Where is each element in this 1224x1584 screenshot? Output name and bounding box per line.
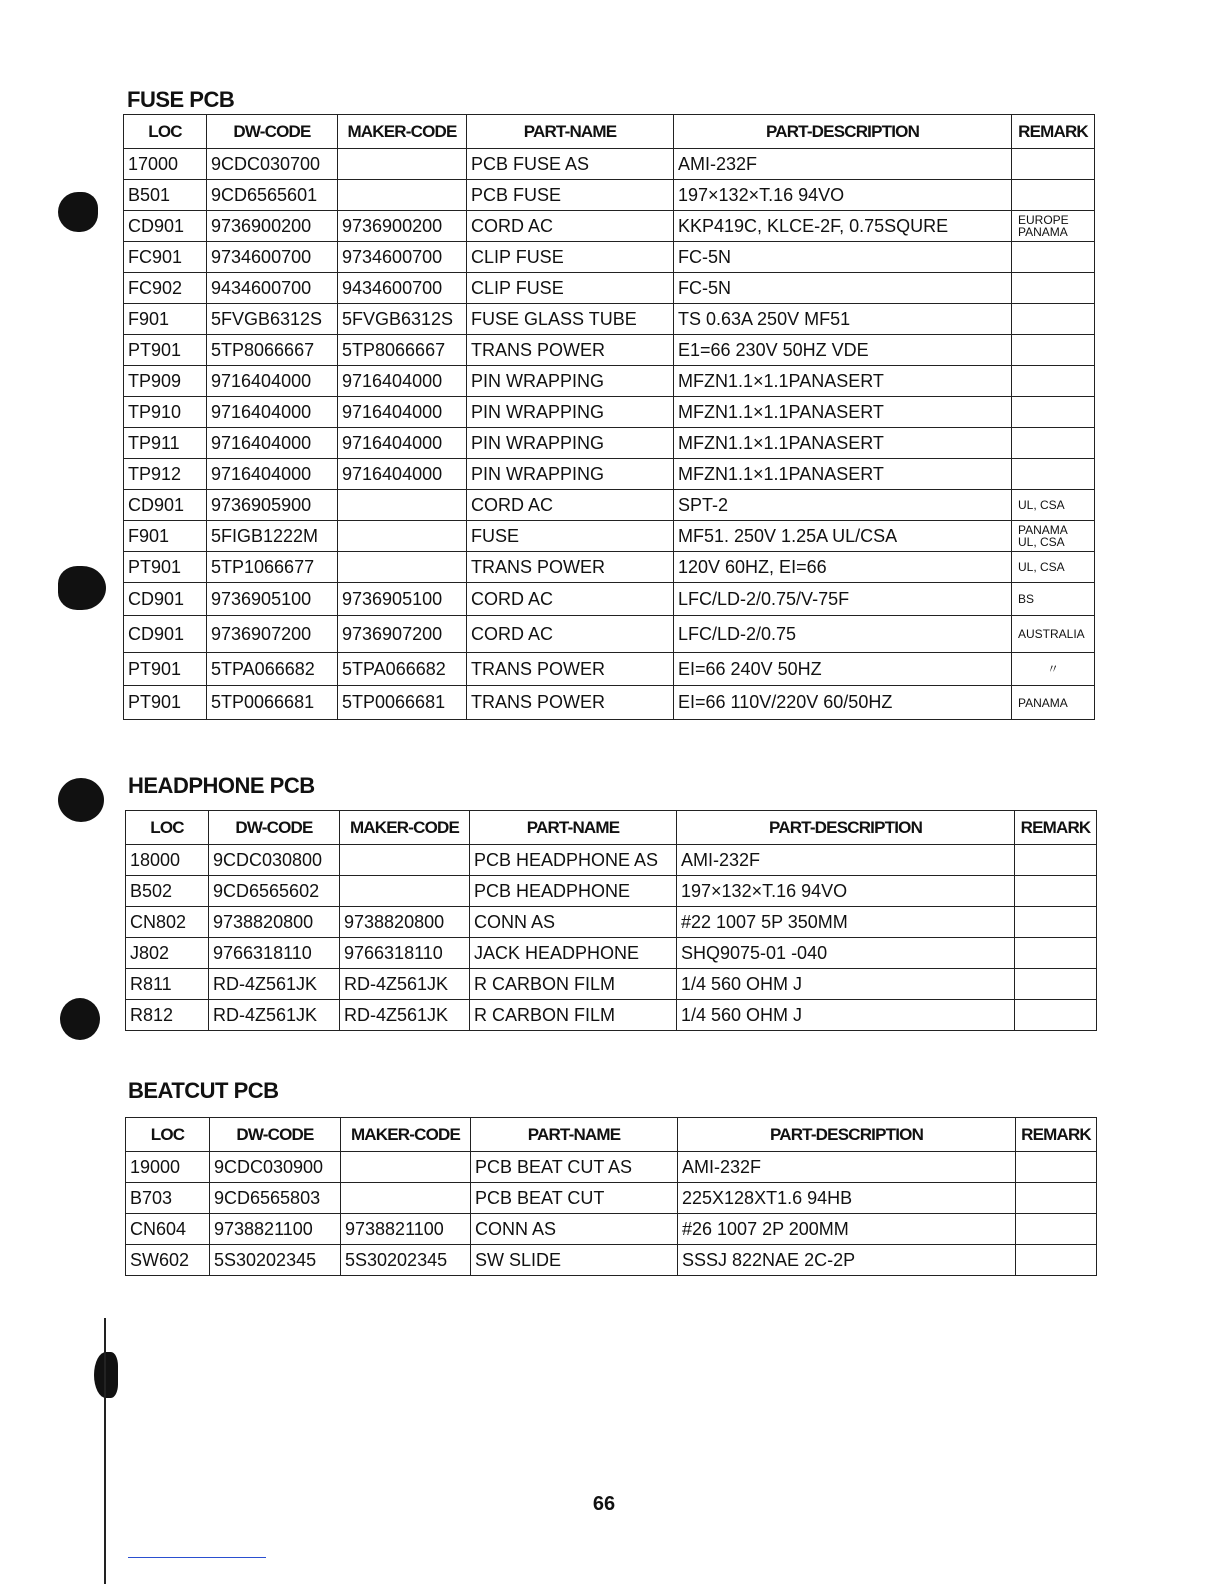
cell-remark: [1012, 149, 1095, 180]
table-row: [126, 969, 1097, 1000]
cell-remark: UL, CSA: [1012, 490, 1095, 521]
cell-part-name: PCB BEAT CUT: [471, 1183, 678, 1214]
cell-dw-code: 5S30202345: [210, 1245, 341, 1276]
cell-dw-code: 9CD6565601: [207, 180, 338, 211]
table-row: [126, 938, 1097, 969]
cell-part-description: TS 0.63A 250V MF51: [674, 304, 1012, 335]
cell-part-description: #26 1007 2P 200MM: [678, 1214, 1016, 1245]
punch-hole-mark: [58, 778, 104, 822]
cell-loc: CN802: [126, 907, 209, 938]
cell-maker-code: 9736907200: [338, 616, 467, 653]
cell-remark: [1016, 1245, 1097, 1276]
cell-maker-code: RD-4Z561JK: [340, 969, 470, 1000]
cell-part-name: PCB BEAT CUT AS: [471, 1152, 678, 1183]
cell-loc: FC902: [124, 273, 207, 304]
cell-remark: PANAMA UL, CSA: [1012, 521, 1095, 552]
cell-dw-code: 9CD6565602: [209, 876, 340, 907]
cell-dw-code: 9736900200: [207, 211, 338, 242]
cell-part-name: CORD AC: [467, 490, 674, 521]
cell-loc: 18000: [126, 845, 209, 876]
column-header-part-description: PART-DESCRIPTION: [674, 115, 1012, 149]
cell-maker-code: 5TP0066681: [338, 686, 467, 720]
table-row: [124, 273, 1095, 304]
cell-part-name: PIN WRAPPING: [467, 397, 674, 428]
cell-part-name: CORD AC: [467, 211, 674, 242]
cell-part-name: R CARBON FILM: [470, 969, 677, 1000]
headphone-pcb-table: [125, 810, 1097, 1031]
cell-dw-code: 9738821100: [210, 1214, 341, 1245]
cell-maker-code: 9736905100: [338, 583, 467, 616]
cell-remark: AUSTRALIA: [1012, 616, 1095, 653]
cell-remark: [1015, 845, 1097, 876]
cell-maker-code: 5TPA066682: [338, 653, 467, 686]
cell-dw-code: 5TP0066681: [207, 686, 338, 720]
cell-maker-code: 9716404000: [338, 397, 467, 428]
cell-maker-code: [340, 876, 470, 907]
cell-dw-code: 9CD6565803: [210, 1183, 341, 1214]
table-row: [126, 1000, 1097, 1031]
cell-part-name: PIN WRAPPING: [467, 428, 674, 459]
cell-part-name: FUSE GLASS TUBE: [467, 304, 674, 335]
table-row: [124, 583, 1095, 616]
cell-part-name: CONN AS: [471, 1214, 678, 1245]
cell-part-name: TRANS POWER: [467, 335, 674, 366]
cell-maker-code: [338, 552, 467, 583]
cell-part-name: FUSE: [467, 521, 674, 552]
binding-line: [104, 1318, 106, 1584]
column-header-part-name: PART-NAME: [471, 1118, 678, 1152]
cell-loc: CD901: [124, 490, 207, 521]
cell-loc: B502: [126, 876, 209, 907]
cell-part-name: PCB FUSE AS: [467, 149, 674, 180]
cell-dw-code: 5FVGB6312S: [207, 304, 338, 335]
cell-loc: PT901: [124, 653, 207, 686]
table-row: [124, 616, 1095, 653]
cell-remark: [1012, 304, 1095, 335]
cell-dw-code: 9716404000: [207, 366, 338, 397]
table-row: [126, 876, 1097, 907]
cell-dw-code: 9736907200: [207, 616, 338, 653]
cell-maker-code: 9716404000: [338, 366, 467, 397]
cell-loc: B703: [126, 1183, 210, 1214]
table-row: [124, 211, 1095, 242]
beatcut-pcb-table: [125, 1117, 1097, 1276]
cell-loc: B501: [124, 180, 207, 211]
table-row: [124, 521, 1095, 552]
cell-loc: FC901: [124, 242, 207, 273]
cell-part-description: 197×132×T.16 94VO: [674, 180, 1012, 211]
cell-part-description: 1/4 560 OHM J: [677, 969, 1015, 1000]
cell-part-name: CORD AC: [467, 616, 674, 653]
cell-dw-code: RD-4Z561JK: [209, 969, 340, 1000]
cell-part-name: TRANS POWER: [467, 653, 674, 686]
cell-part-description: LFC/LD-2/0.75/V-75F: [674, 583, 1012, 616]
cell-part-name: TRANS POWER: [467, 686, 674, 720]
cell-maker-code: 9736900200: [338, 211, 467, 242]
cell-part-description: 197×132×T.16 94VO: [677, 876, 1015, 907]
table-header-row: [126, 1118, 1097, 1152]
cell-part-description: FC-5N: [674, 273, 1012, 304]
column-header-part-description: PART-DESCRIPTION: [678, 1118, 1016, 1152]
table-row: [124, 180, 1095, 211]
cell-remark: [1015, 1000, 1097, 1031]
table-row: [126, 1245, 1097, 1276]
cell-loc: F901: [124, 304, 207, 335]
cell-remark: [1012, 180, 1095, 211]
cell-maker-code: 5FVGB6312S: [338, 304, 467, 335]
cell-remark: 〃: [1012, 653, 1095, 686]
table-row: [124, 552, 1095, 583]
cell-part-description: MFZN1.1×1.1PANASERT: [674, 459, 1012, 490]
cell-part-description: SHQ9075-01 -040: [677, 938, 1015, 969]
table-row: [124, 490, 1095, 521]
cell-maker-code: 5TP8066667: [338, 335, 467, 366]
cell-part-description: LFC/LD-2/0.75: [674, 616, 1012, 653]
table-row: [124, 397, 1095, 428]
cell-loc: F901: [124, 521, 207, 552]
table-row: [126, 1152, 1097, 1183]
table-row: [124, 428, 1095, 459]
cell-part-name: R CARBON FILM: [470, 1000, 677, 1031]
cell-remark: [1015, 969, 1097, 1000]
cell-loc: J802: [126, 938, 209, 969]
cell-remark: [1012, 366, 1095, 397]
cell-dw-code: 9736905100: [207, 583, 338, 616]
cell-part-name: PCB FUSE: [467, 180, 674, 211]
cell-part-description: 225X128XT1.6 94HB: [678, 1183, 1016, 1214]
cell-loc: 17000: [124, 149, 207, 180]
cell-part-description: AMI-232F: [674, 149, 1012, 180]
cell-dw-code: RD-4Z561JK: [209, 1000, 340, 1031]
cell-maker-code: [338, 180, 467, 211]
cell-dw-code: 5FIGB1222M: [207, 521, 338, 552]
cell-dw-code: 9738820800: [209, 907, 340, 938]
cell-loc: CN604: [126, 1214, 210, 1245]
table-header-row: [124, 115, 1095, 149]
column-header-part-name: PART-NAME: [467, 115, 674, 149]
cell-loc: CD901: [124, 211, 207, 242]
cell-part-name: CLIP FUSE: [467, 242, 674, 273]
cell-loc: TP911: [124, 428, 207, 459]
cell-loc: PT901: [124, 335, 207, 366]
cell-dw-code: 9434600700: [207, 273, 338, 304]
page-number: 66: [592, 1493, 616, 1515]
cell-loc: PT901: [124, 686, 207, 720]
cell-part-name: JACK HEADPHONE: [470, 938, 677, 969]
column-header-part-name: PART-NAME: [470, 811, 677, 845]
cell-maker-code: 9738820800: [340, 907, 470, 938]
cell-part-description: FC-5N: [674, 242, 1012, 273]
cell-dw-code: 9716404000: [207, 459, 338, 490]
fuse-pcb-table: [123, 114, 1095, 720]
cell-part-name: PIN WRAPPING: [467, 366, 674, 397]
cell-part-description: SSSJ 822NAE 2C-2P: [678, 1245, 1016, 1276]
cell-maker-code: 9716404000: [338, 428, 467, 459]
table-row: [126, 1214, 1097, 1245]
cell-part-description: 120V 60HZ, EI=66: [674, 552, 1012, 583]
cell-part-description: 1/4 560 OHM J: [677, 1000, 1015, 1031]
cell-remark: [1015, 907, 1097, 938]
cell-part-name: SW SLIDE: [471, 1245, 678, 1276]
column-header-maker-code: MAKER-CODE: [341, 1118, 471, 1152]
cell-remark: [1012, 397, 1095, 428]
cell-maker-code: [338, 521, 467, 552]
column-header-dw-code: DW-CODE: [207, 115, 338, 149]
cell-maker-code: [338, 149, 467, 180]
cell-loc: 19000: [126, 1152, 210, 1183]
cell-dw-code: 9CDC030900: [210, 1152, 341, 1183]
punch-hole-mark: [58, 566, 106, 610]
table-row: [124, 335, 1095, 366]
column-header-remark: REMARK: [1016, 1118, 1097, 1152]
cell-part-description: AMI-232F: [678, 1152, 1016, 1183]
cell-maker-code: [341, 1183, 471, 1214]
cell-loc: TP909: [124, 366, 207, 397]
column-header-part-description: PART-DESCRIPTION: [677, 811, 1015, 845]
cell-maker-code: [340, 845, 470, 876]
cell-remark: BS: [1012, 583, 1095, 616]
cell-part-name: PIN WRAPPING: [467, 459, 674, 490]
table-row: [124, 686, 1095, 720]
table-row: [124, 149, 1095, 180]
cell-remark: [1012, 242, 1095, 273]
table-row: [126, 1183, 1097, 1214]
cell-maker-code: 9716404000: [338, 459, 467, 490]
cell-dw-code: 9716404000: [207, 428, 338, 459]
cell-remark: [1016, 1214, 1097, 1245]
table-row: [126, 845, 1097, 876]
table-row: [124, 242, 1095, 273]
column-header-dw-code: DW-CODE: [209, 811, 340, 845]
column-header-loc: LOC: [126, 1118, 210, 1152]
cell-maker-code: 9738821100: [341, 1214, 471, 1245]
cell-dw-code: 9716404000: [207, 397, 338, 428]
cell-remark: [1016, 1183, 1097, 1214]
column-header-dw-code: DW-CODE: [210, 1118, 341, 1152]
cell-maker-code: [341, 1152, 471, 1183]
cell-part-name: CONN AS: [470, 907, 677, 938]
cell-remark: [1012, 335, 1095, 366]
cell-remark: [1016, 1152, 1097, 1183]
column-header-loc: LOC: [126, 811, 209, 845]
cell-loc: CD901: [124, 616, 207, 653]
cell-part-name: PCB HEADPHONE: [470, 876, 677, 907]
cell-part-description: EI=66 240V 50HZ: [674, 653, 1012, 686]
cell-loc: PT901: [124, 552, 207, 583]
cell-remark: [1015, 876, 1097, 907]
table-row: [124, 304, 1095, 335]
punch-hole-mark: [94, 1352, 118, 1398]
cell-part-description: #22 1007 5P 350MM: [677, 907, 1015, 938]
column-header-remark: REMARK: [1012, 115, 1095, 149]
cell-maker-code: 9434600700: [338, 273, 467, 304]
cell-dw-code: 5TP8066667: [207, 335, 338, 366]
cell-remark: UL, CSA: [1012, 552, 1095, 583]
cell-remark: [1012, 273, 1095, 304]
cell-remark: EUROPE PANAMA: [1012, 211, 1095, 242]
cell-part-description: KKP419C, KLCE-2F, 0.75SQURE: [674, 211, 1012, 242]
cell-remark: PANAMA: [1012, 686, 1095, 720]
table-row: [124, 459, 1095, 490]
cell-loc: SW602: [126, 1245, 210, 1276]
section-title-fuse-pcb: FUSE PCB: [127, 87, 235, 112]
cell-part-description: MFZN1.1×1.1PANASERT: [674, 397, 1012, 428]
cell-loc: TP910: [124, 397, 207, 428]
column-header-maker-code: MAKER-CODE: [340, 811, 470, 845]
cell-dw-code: 5TP1066677: [207, 552, 338, 583]
table-row: [126, 907, 1097, 938]
cell-maker-code: RD-4Z561JK: [340, 1000, 470, 1031]
table-header-row: [126, 811, 1097, 845]
cell-remark: [1012, 459, 1095, 490]
cell-part-description: SPT-2: [674, 490, 1012, 521]
cell-loc: CD901: [124, 583, 207, 616]
cell-part-description: MFZN1.1×1.1PANASERT: [674, 428, 1012, 459]
cell-dw-code: 9734600700: [207, 242, 338, 273]
cell-maker-code: 9734600700: [338, 242, 467, 273]
cell-part-description: AMI-232F: [677, 845, 1015, 876]
cell-part-description: EI=66 110V/220V 60/50HZ: [674, 686, 1012, 720]
column-header-loc: LOC: [124, 115, 207, 149]
cell-dw-code: 9CDC030800: [209, 845, 340, 876]
cell-part-description: MFZN1.1×1.1PANASERT: [674, 366, 1012, 397]
cell-loc: R811: [126, 969, 209, 1000]
cell-dw-code: 9CDC030700: [207, 149, 338, 180]
footer-rule: [128, 1557, 266, 1558]
column-header-maker-code: MAKER-CODE: [338, 115, 467, 149]
table-row: [124, 653, 1095, 686]
cell-part-description: E1=66 230V 50HZ VDE: [674, 335, 1012, 366]
cell-maker-code: 9766318110: [340, 938, 470, 969]
section-title-beatcut-pcb: BEATCUT PCB: [128, 1078, 279, 1103]
cell-dw-code: 9736905900: [207, 490, 338, 521]
column-header-remark: REMARK: [1015, 811, 1097, 845]
punch-hole-mark: [60, 998, 100, 1040]
cell-part-name: TRANS POWER: [467, 552, 674, 583]
table-row: [124, 366, 1095, 397]
cell-part-name: PCB HEADPHONE AS: [470, 845, 677, 876]
cell-part-name: CORD AC: [467, 583, 674, 616]
cell-part-name: CLIP FUSE: [467, 273, 674, 304]
cell-maker-code: [338, 490, 467, 521]
cell-dw-code: 5TPA066682: [207, 653, 338, 686]
cell-remark: [1012, 428, 1095, 459]
cell-loc: R812: [126, 1000, 209, 1031]
cell-part-description: MF51. 250V 1.25A UL/CSA: [674, 521, 1012, 552]
cell-dw-code: 9766318110: [209, 938, 340, 969]
cell-maker-code: 5S30202345: [341, 1245, 471, 1276]
section-title-headphone-pcb: HEADPHONE PCB: [128, 773, 315, 798]
cell-remark: [1015, 938, 1097, 969]
punch-hole-mark: [58, 192, 98, 232]
cell-loc: TP912: [124, 459, 207, 490]
